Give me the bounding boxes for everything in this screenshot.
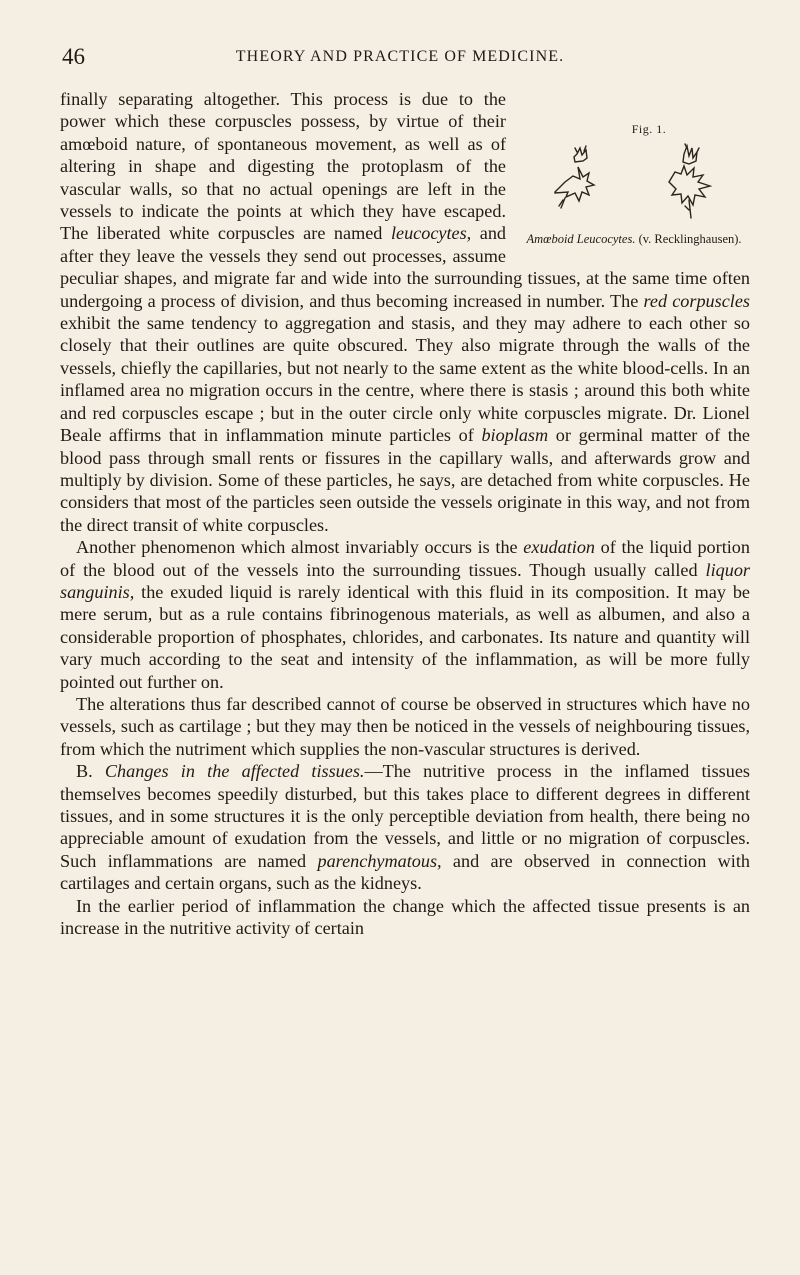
figure-caption [518,232,750,246]
p2-text-a: Another phenomenon which almost invariably occurs is the [76,537,524,558]
term-parenchymatous: parenchymatous, [317,850,442,871]
p4-text-b: and are observed in connection with cartilages and certain organs, such as the kidneys. [60,850,751,894]
paragraph-3: The alterations thus far described cannot of course be observed in structures which have no vessels, such as cartilage ; but they may then be noticed in the vessels of neighbouring tissues, from which the nutriment which supplies the non-vascular structures is derived. [60,693,750,759]
leucocyte-2 [555,167,594,201]
amoeboid-leucocytes-illustration [539,142,729,228]
page-header [50,44,750,68]
p2-text-c: the exuded liquid is rarely identical with this fluid in its composition. It may be mere serum, but as a rule contains fibrinogenous materials, as well as albumen, and also a considerable proportion of phosphates, chlorides, and carbonates. Its nature and quantity will vary much according to the seat and intensity of the inflammation, as will be more fully pointed out further on. [60,581,750,692]
figure-caption-credit: (v. Recklinghausen). [635,232,742,247]
p1-text-a: finally separating altogether. This process is due to the power which these corpuscles possess, by virtue of their amœboid nature, of spontaneous movement, as well as of altering in shape and digesting the protoplasm of the vascular walls, so that no actual openings are left in the vessels to indicate the points at which they have escaped. The liberated white corpuscles are named [60,89,506,244]
figure-caption-title: Amœboid Leucocytes. [526,232,636,247]
leucocyte-tail-left [559,198,565,208]
p2-text-b: of the liquid portion of the blood out of the vessels into the surrounding tissues. Though usually called [60,537,750,580]
body-text [60,88,750,939]
term-exudation: exudation [523,537,596,558]
figure-1 [518,118,750,246]
paragraph-5: In the earlier period of inflammation the change which the affected tissue presents is an increase in the nutritive activity of certain [60,895,750,939]
section-heading: Changes in the affected tissues. [104,761,365,782]
p1-text-b: and after they leave the vessels they send out processes, assume peculiar shapes, and migrate far and wide into the surrounding tissues, at the same time often undergoing a process of division, and thus becoming increased in number. The [60,223,750,311]
paragraph-2 [60,536,750,693]
p1-text-d: or germinal matter of the blood pass through small rents or fissures in the capillary walls, and afterwards grow and multiply by division. Some of these particles, he says, are detached from white corpuscles. He considers that most of the particles seen outside the vessels originate in this way, and not from the direct transit of white corpuscles. [60,425,750,535]
leucocyte-tail-right [685,200,691,218]
page-number: 46 [62,44,85,69]
term-red-corpuscles: red corpuscles [643,290,750,311]
paragraph-4 [60,760,750,894]
running-title: THEORY AND PRACTICE OF MEDICINE. [235,48,565,65]
figure-label: Fig. 1. [631,122,667,136]
p1-text-c: exhibit the same tendency to aggregation and stasis, and they may adhere to each other so closely that their outlines are quite obscured. They also migrate through the walls of the vessels, chiefly the capillaries, but not nearly to the same extent as the white blood-cells. In an inflamed area no migration occurs in the centre, where there is stasis ; around this both white and red corpuscles escape ; but in the outer circle only white corpuscles migrate. Dr. Lionel Beale affirms that in inflammation minute particles of [60,313,750,446]
leucocyte-1 [574,146,587,162]
term-liquor-sanguinis: liquor sanguinis, [60,559,750,602]
term-bioplasm: bioplasm [481,425,549,446]
p4-text-a: —The nutritive process in the inflamed tissues themselves becomes speedily disturbed, but this takes place to different degrees in different tissues, and in some structures it is the only perceptible deviation from health, there being no appreciable amount of exudation from the vessels, and little or no migration of corpuscles. Such inflammations are named [60,761,751,871]
leucocyte-4 [669,166,710,205]
leucocyte-3 [683,144,699,164]
section-letter: B. [76,761,105,782]
term-leucocytes: leucocytes, [390,223,472,244]
